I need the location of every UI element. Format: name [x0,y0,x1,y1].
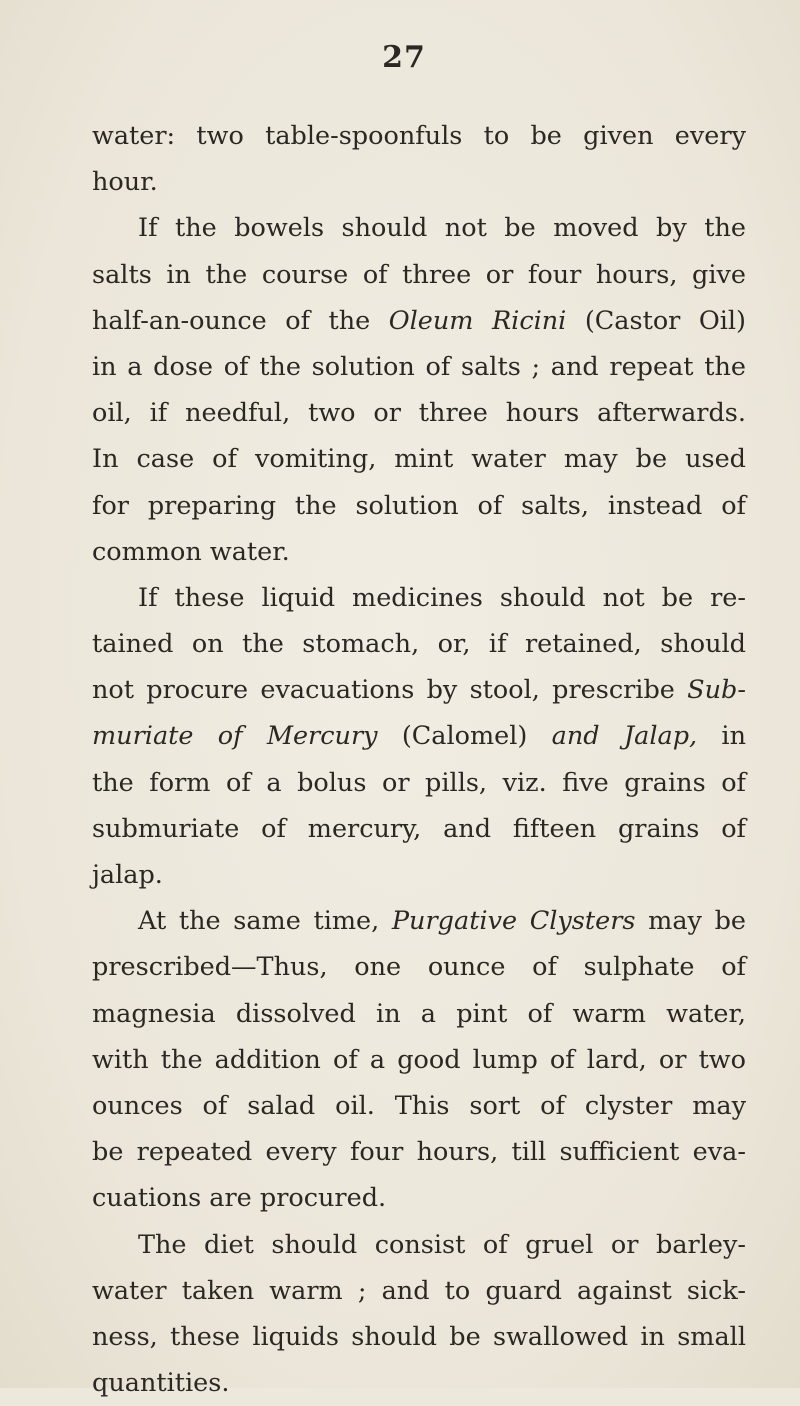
page-number: 27 [382,40,426,75]
text-segment: water taken warm ; and to guard against sick- [92,1275,746,1306]
text-line [92,436,746,482]
text-line [92,205,746,251]
text-segment: may be [635,906,747,937]
text-line [92,898,746,944]
text-segment: for preparing the solution of salts, instead of [92,490,746,521]
text-segment: The diet should consist of gruel or barley- [138,1229,746,1260]
text-segment: magnesia dissolved in a pint of warm water, [92,998,746,1029]
text-line [92,1360,746,1406]
text-segment: In case of vomiting, mint water may be used [92,444,746,475]
text-segment: tained on the stomach, or, if retained, should [92,629,746,660]
text-line [92,991,746,1037]
text-line [92,529,746,575]
text-segment: the form of a bolus or pills, viz. five grains of [92,767,746,798]
text-segment: water: two table-spoonfuls to be given every [92,121,746,151]
text-line [92,1222,746,1268]
text-line [92,483,746,529]
text-segment: ounces of salad oil. This sort of clyster may [92,1090,746,1121]
text-line [92,1268,746,1314]
italic-text: Sub- [687,675,746,706]
italic-text: and Jalap, [551,721,698,752]
text-segment: If the bowels should not be moved by the [138,213,746,244]
text-segment: be repeated every four hours, till sufficient eva- [92,1137,746,1168]
text-segment: in a dose of the solution of salts ; and repeat the [92,351,746,382]
italic-text: Purgative Clysters [391,906,636,937]
text-segment: At the same time, [138,906,392,937]
text-line [92,806,746,852]
text-line [92,298,746,344]
text-line [92,1083,746,1129]
text-line [92,344,746,390]
text-segment: (Calomel) [377,721,552,752]
text-line [92,760,746,806]
text-line [92,1129,746,1175]
text-line [92,252,746,298]
text-segment: If these liquid medicines should not be re- [138,582,746,613]
text-segment: submuriate of mercury, and fifteen grains of [92,813,746,844]
text-line [92,621,746,667]
text-line [92,667,746,713]
text-segment: ness, these liquids should be swallowed in small [92,1321,746,1352]
text-line [92,390,746,436]
text-segment: (Castor Oil) [566,305,747,336]
body-text [92,113,746,1406]
text-segment: with the addition of a good lump of lard, or two [92,1044,746,1075]
text-line [92,1175,746,1221]
text-line [92,113,746,159]
text-line [92,1037,746,1083]
text-segment: quantities. [92,1368,230,1399]
text-segment: half-an-ounce of the [92,305,389,336]
text-line [92,944,746,990]
text-line [92,575,746,621]
text-line [92,159,746,205]
text-segment: salts in the course of three or four hours, give [92,259,746,290]
text-segment: prescribed—Thus, one ounce of sulphate of [92,952,746,983]
text-segment: not procure evacuations by stool, prescribe [92,675,688,706]
text-segment: hour. [92,167,158,198]
text-line [92,852,746,898]
text-segment: in [697,721,746,752]
text-line [92,1314,746,1360]
text-line [92,713,746,759]
text-segment: oil, if needful, two or three hours afterwards. [92,398,746,429]
italic-text: Oleum Ricini [388,305,567,336]
text-segment: common water. [92,536,290,567]
text-segment: jalap. [92,860,163,890]
italic-text: muriate of Mercury [92,721,378,752]
text-segment: cuations are procured. [92,1183,387,1214]
